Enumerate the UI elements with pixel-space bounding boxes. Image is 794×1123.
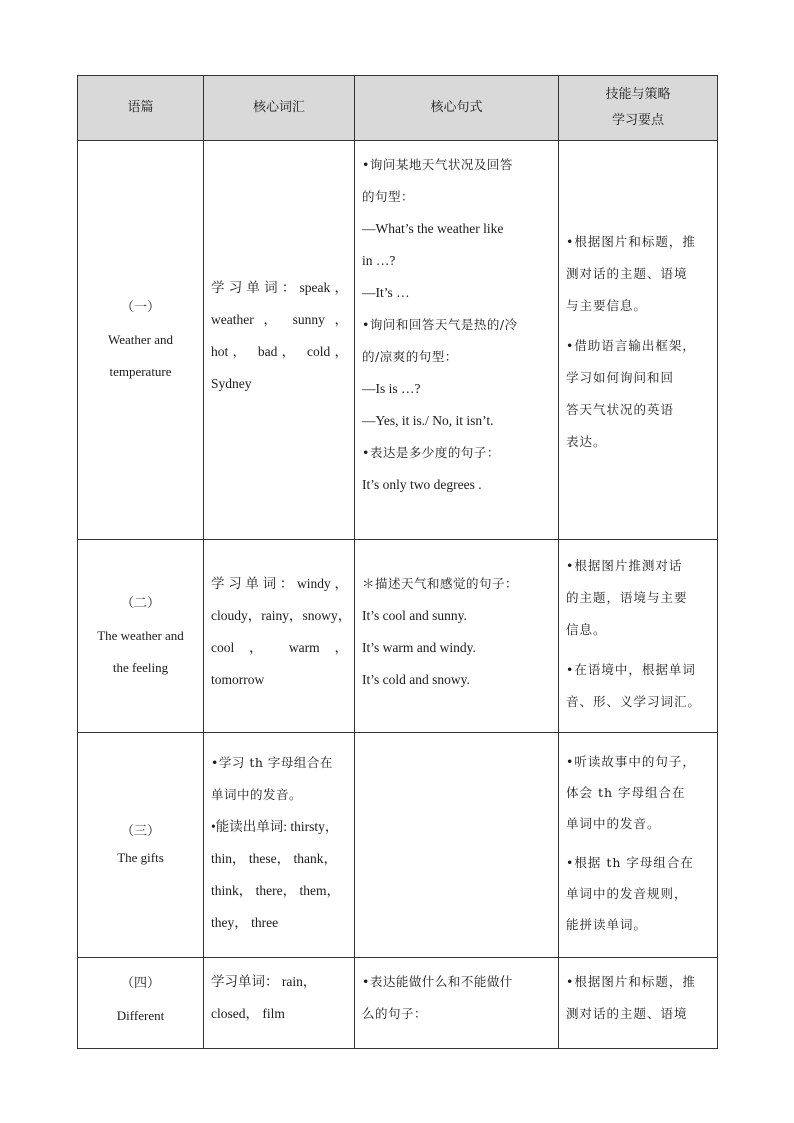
- vocab-cell: [204, 540, 355, 733]
- sentence-line: 的句型：: [362, 189, 415, 204]
- section-name-line: Different: [116, 1008, 165, 1023]
- section-number: （三）: [120, 824, 160, 839]
- sentence-cell: [355, 540, 559, 733]
- skill-line: •根据 th 字母组合在: [566, 855, 694, 870]
- vocab-line: cool ， warm ，: [211, 640, 348, 655]
- sentence-line: It’s only two degrees .: [362, 477, 482, 492]
- sentence-line: •询问某地天气状况及回答: [362, 157, 513, 172]
- skill-line: 测对话的主题、语境: [566, 1006, 688, 1021]
- title-cell: [78, 540, 204, 733]
- table-row: [78, 958, 718, 1049]
- skill-line: 能拼读单词。: [566, 917, 648, 932]
- skill-line: •听读故事中的句子，: [566, 754, 696, 769]
- vocab-line: closed， film: [211, 1006, 285, 1021]
- vocab-line: cloudy，rainy，snowy，: [211, 608, 352, 623]
- skill-cell: [559, 540, 718, 733]
- title-cell: [78, 733, 204, 958]
- sentence-line: •表达能做什么和不能做什: [362, 974, 513, 989]
- sentence-cell: [355, 141, 559, 540]
- vocab-line: 单词中的发音。: [211, 787, 303, 802]
- vocab-line: 学习单词：speak，: [211, 280, 348, 295]
- vocab-line: thin， these， thank，: [211, 851, 337, 866]
- skill-cell: [559, 958, 718, 1049]
- skill-line: 音、形、义学习词汇。: [566, 694, 702, 709]
- vocab-cell: [204, 958, 355, 1049]
- vocab-cell: [204, 733, 355, 958]
- skill-line: 表达。: [566, 434, 607, 449]
- vocab-cell: [204, 141, 355, 540]
- sentence-line: —What’s the weather like: [362, 221, 504, 236]
- sentence-line: •表达是多少度的句子：: [362, 445, 500, 460]
- header-skill: [559, 76, 718, 141]
- title-cell: [78, 958, 204, 1049]
- skill-line: •根据图片和标题，推: [566, 974, 696, 989]
- sentence-line: It’s cold and snowy.: [362, 672, 470, 687]
- section-name-line: Weather and: [108, 332, 173, 347]
- vocab-line: •学习 th 字母组合在: [211, 755, 333, 770]
- header-title: 语篇: [78, 76, 204, 141]
- skill-line: 的主题，语境与主要: [566, 590, 688, 605]
- sentence-cell: [355, 733, 559, 958]
- sentence-line: —Is is …?: [362, 381, 421, 396]
- sentence-line: —It’s …: [362, 285, 410, 300]
- vocab-line: hot， bad， cold，: [211, 344, 348, 359]
- sentence-line: in …?: [362, 253, 396, 268]
- section-number: （四）: [120, 976, 160, 991]
- skill-line: 信息。: [566, 622, 607, 637]
- vocab-line: •能读出单词: thirsty，: [211, 819, 339, 834]
- sentence-line: •询问和回答天气是热的/冷: [362, 317, 518, 332]
- header-vocab: 核心词汇: [204, 76, 355, 141]
- sentence-line: It’s warm and windy.: [362, 640, 476, 655]
- skill-line: 测对话的主题、语境: [566, 266, 688, 281]
- vocab-line: 学习单词： rain，: [211, 974, 317, 989]
- sentence-line: —Yes, it is./ No, it isn’t.: [362, 413, 494, 428]
- vocab-line: weather ， sunny ，: [211, 312, 348, 327]
- vocab-line: 学习单词：windy，: [211, 576, 348, 591]
- skill-line: 与主要信息。: [566, 298, 648, 313]
- sentence-line: It’s cool and sunny.: [362, 608, 467, 623]
- lesson-table: [77, 75, 718, 1049]
- header-sentence: 核心句式: [355, 76, 559, 141]
- skill-line: •根据图片和标题，推: [566, 234, 696, 249]
- skill-line: 单词中的发音规则，: [566, 886, 688, 901]
- section-name-line: The weather and: [97, 628, 184, 643]
- title-cell: [78, 141, 204, 540]
- skill-line: 学习如何询问和回: [566, 370, 675, 385]
- section-number: （二）: [120, 596, 160, 611]
- skill-line: 体会 th 字母组合在: [566, 785, 686, 800]
- vocab-line: think， there， them，: [211, 883, 340, 898]
- section-name-line: the feeling: [112, 660, 169, 675]
- vocab-line: tomorrow: [211, 672, 265, 687]
- sentence-line: 的/凉爽的句型：: [362, 349, 458, 364]
- section-number: （一）: [120, 300, 160, 315]
- header-skill-line2: 学习要点: [611, 113, 664, 128]
- vocab-line: they， three: [211, 915, 279, 930]
- table-row: [78, 540, 718, 733]
- skill-cell: [559, 141, 718, 540]
- header-row: [78, 76, 718, 141]
- skill-line: •借助语言输出框架，: [566, 338, 696, 353]
- table-row: [78, 733, 718, 958]
- section-name-line: temperature: [109, 364, 172, 379]
- header-skill-line1: 技能与策略: [605, 87, 671, 102]
- skill-line: •在语境中，根据单词: [566, 662, 696, 677]
- skill-line: •根据图片推测对话: [566, 558, 683, 573]
- vocab-line: Sydney: [211, 376, 252, 391]
- skill-cell: [559, 733, 718, 958]
- sentence-line: ＊描述天气和感觉的句子：: [362, 576, 519, 591]
- skill-line: 单词中的发音。: [566, 816, 661, 831]
- skill-line: 答天气状况的英语: [566, 402, 675, 417]
- section-name-line: The gifts: [117, 850, 164, 865]
- sentence-cell: [355, 958, 559, 1049]
- sentence-line: 么的句子：: [362, 1006, 428, 1021]
- table-row: [78, 141, 718, 540]
